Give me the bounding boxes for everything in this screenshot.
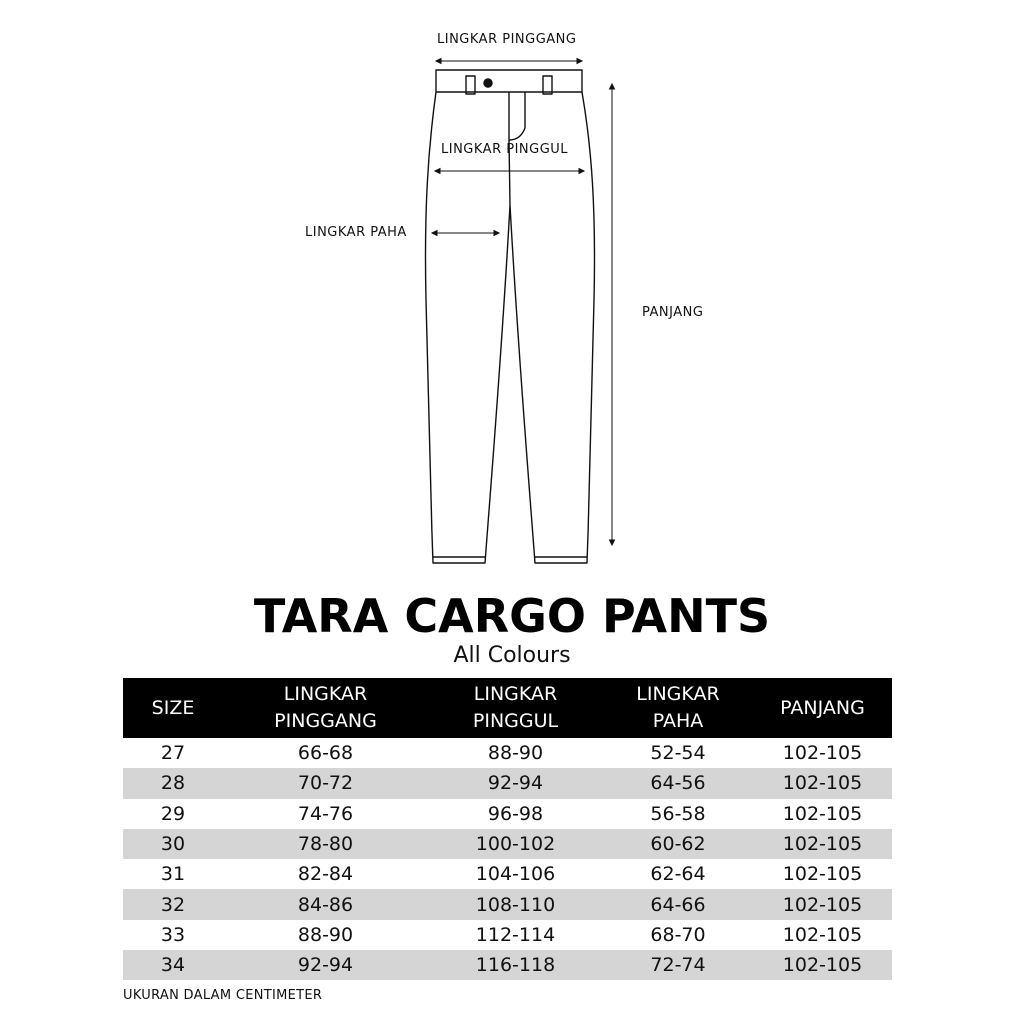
table-cell: 30 — [123, 829, 223, 859]
table-cell: 112-114 — [475, 923, 556, 946]
header-hip: LINGKAR PINGGUL — [428, 678, 603, 738]
table-row — [123, 829, 892, 859]
header-size: SIZE — [123, 678, 223, 738]
table-cell: 92-94 — [223, 950, 428, 980]
table-cell: 102-105 — [782, 802, 863, 825]
table-cell: 100-102 — [428, 829, 603, 859]
unit-footnote: UKURAN DALAM CENTIMETER — [123, 988, 323, 1003]
table-row — [123, 738, 892, 768]
table-cell: 68-70 — [650, 923, 706, 946]
table-cell: 104-106 — [475, 863, 556, 886]
table-cell: 33 — [160, 923, 186, 946]
table-cell: 102-105 — [753, 950, 892, 980]
table-cell: 62-64 — [650, 863, 706, 886]
table-cell: 108-110 — [428, 889, 603, 919]
table-cell: 102-105 — [782, 863, 863, 886]
header-waist — [223, 678, 428, 738]
table-cell: 102-105 — [782, 742, 863, 765]
product-subtitle: All Colours — [453, 643, 571, 668]
header-thigh-text: LINGKAR PAHA — [636, 683, 720, 732]
table-cell: 102-105 — [753, 889, 892, 919]
table-header-row — [123, 678, 892, 738]
header-length: PANJANG — [753, 678, 892, 738]
table-row — [123, 950, 892, 980]
table-cell: 102-105 — [782, 923, 863, 946]
table-body — [123, 738, 892, 980]
table-cell: 102-105 — [753, 768, 892, 798]
table-row — [123, 799, 892, 829]
table-cell: 31 — [160, 863, 186, 886]
table-cell: 32 — [123, 889, 223, 919]
header-thigh — [603, 678, 753, 738]
table-cell: 29 — [160, 802, 186, 825]
table-cell: 56-58 — [650, 802, 706, 825]
table-cell: 52-54 — [650, 742, 706, 765]
table-row — [123, 859, 892, 889]
table-cell: 102-105 — [753, 829, 892, 859]
table-cell: 78-80 — [223, 829, 428, 859]
hip-label: LINGKAR PINGGUL — [441, 142, 569, 157]
waist-label: LINGKAR PINGGANG — [437, 32, 577, 47]
length-label: PANJANG — [642, 305, 704, 320]
waist-dimension-line — [436, 59, 582, 64]
table-cell: 64-56 — [603, 768, 753, 798]
table-cell: 72-74 — [603, 950, 753, 980]
table-row — [123, 920, 892, 950]
waistband — [436, 70, 582, 92]
table-cell: 88-90 — [297, 923, 354, 946]
table-cell: 88-90 — [487, 742, 544, 765]
table-cell: 74-76 — [297, 802, 354, 825]
header-waist-text: LINGKAR PINGGANG — [274, 683, 377, 732]
table-row — [123, 768, 892, 798]
table-cell: 27 — [160, 742, 186, 765]
table-cell: 84-86 — [223, 889, 428, 919]
table-cell: 60-62 — [603, 829, 753, 859]
fly — [509, 92, 525, 140]
table-row — [123, 889, 892, 919]
table-cell: 28 — [123, 768, 223, 798]
thigh-dimension-line — [432, 231, 499, 236]
table-cell: 66-68 — [297, 742, 354, 765]
table-cell: 92-94 — [428, 768, 603, 798]
thigh-label: LINGKAR PAHA — [305, 225, 407, 240]
size-chart-table — [123, 678, 892, 980]
product-title: TARA CARGO PANTS — [253, 589, 771, 643]
table-cell: 116-118 — [428, 950, 603, 980]
table-cell: 96-98 — [487, 802, 544, 825]
table-cell: 64-66 — [603, 889, 753, 919]
table-cell: 82-84 — [297, 863, 354, 886]
button — [484, 79, 492, 87]
table-cell: 70-72 — [223, 768, 428, 798]
table-cell: 34 — [123, 950, 223, 980]
length-dimension-line — [610, 84, 615, 545]
